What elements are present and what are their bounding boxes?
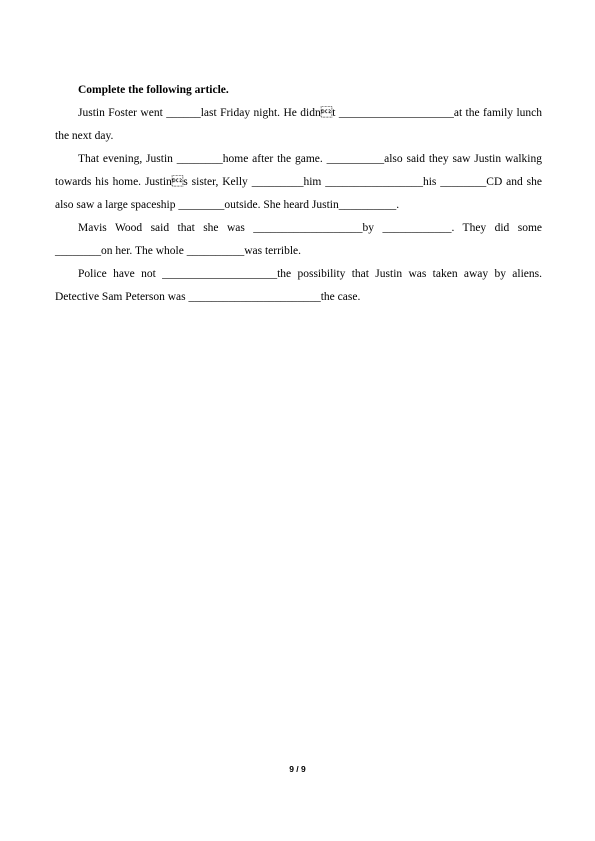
page-number: 9 / 9: [289, 764, 306, 774]
paragraph-3: Mavis Wood said that she was ___________________by ____________. They did some ________on her. The whole __________was terrible.: [55, 222, 542, 257]
paragraph-4: Police have not ____________________the possibility that Justin was taken away by aliens. Detective Sam Peterson was _______________________the case.: [55, 268, 542, 303]
article-body: [55, 79, 542, 309]
exercise-heading: Complete the following article.: [78, 84, 229, 96]
paragraph-2: That evening, Justin ________home after the game. __________also said they saw Justin walking towards his home. Justins sister, Kelly _________him _________________his ________CD and she also saw a large spaceship ________outside. She heard Justin__________.: [55, 153, 542, 211]
paragraph-1: Justin Foster went ______last Friday night. He didnt ____________________at the family lunch the next day.: [55, 107, 542, 142]
